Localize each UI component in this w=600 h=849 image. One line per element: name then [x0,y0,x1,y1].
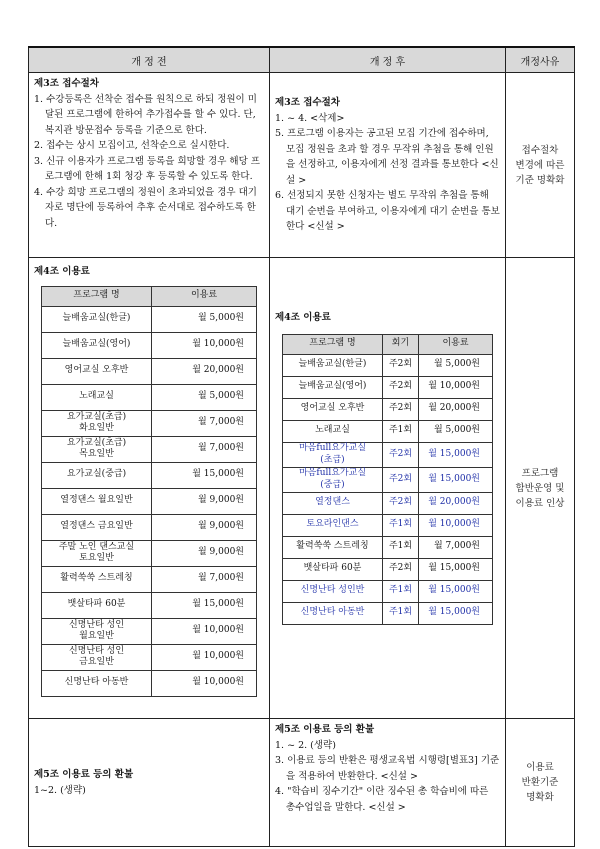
list-item: 2. 접수는 상시 모집이고, 선착순으로 실시한다. [34,140,230,151]
program-fee: 월 10,000원 [152,332,257,358]
header-reason: 개정사유 [506,47,575,73]
table-row [283,420,493,442]
row1-before-title: 제3조 접수절차 [34,78,99,89]
header-before: 개 정 전 [29,47,270,73]
row-article-4 [29,258,575,719]
program-fee: 월 10,000원 [419,376,493,398]
program-name: 뱃살타파 60분 [42,592,152,618]
list-item: 6. 선정되지 못한 신청자는 별도 무작위 추첨을 통해 대기 순번을 부여하고, 이용자에게 대기 순번을 통보한다 <신설 > [275,190,500,233]
row-article-3 [29,73,575,258]
program-fee: 월 15,000원 [152,462,257,488]
row1-before-cell [29,73,270,258]
reason-line: 기준 명확화 [515,174,565,186]
table-row [42,306,257,332]
program-fee: 월 9,000원 [152,540,257,566]
table-row [42,410,257,436]
row3-after-title: 제5조 이용료 등의 환불 [275,724,375,735]
list-item: 4. "학습비 징수기간" 이란 징수된 총 학습비에 따른 총수업일을 말한다. <신설 > [275,786,489,813]
row1-before-items [34,92,264,232]
program-name: 토요라인댄스 [283,514,383,536]
program-fee: 월 10,000원 [152,644,257,670]
table-row [42,618,257,644]
fee-after-header-name: 프로그램 명 [283,334,383,354]
program-name: 주말 노인 댄스교실 토요일반 [42,540,152,566]
program-name: 활력쑥쑥 스트레칭 [283,536,383,558]
program-fee: 월 15,000원 [419,467,493,492]
reason-line: 프로그램 [521,467,559,479]
program-name: 마음full요가교실 (초급) [283,442,383,467]
program-name: 요가교실(초급) 목요일반 [42,436,152,462]
revision-table [28,46,575,847]
row3-before-cell [29,719,270,847]
row3-before-items [34,783,264,799]
program-fee: 월 5,000원 [152,306,257,332]
program-fee: 월 10,000원 [419,514,493,536]
table-row [283,354,493,376]
row1-after-items [275,111,500,235]
program-fee: 월 20,000원 [419,398,493,420]
revision-table-wrapper [28,46,574,847]
program-fee: 월 20,000원 [419,492,493,514]
table-row [42,670,257,696]
program-name: 마음full요가교실 (중급) [283,467,383,492]
list-item: 1. 수강등록은 선착순 접수를 원칙으로 하되 정원이 미달된 프로그램에 한하여 추가접수를 할 수 있다. 단, 복지관 방문접수 등록을 기준으로 한다. [34,93,257,136]
row2-after-title: 제4조 이용료 [275,312,331,323]
program-frequency: 주1회 [383,602,419,624]
table-row [42,358,257,384]
program-frequency: 주1회 [383,580,419,602]
table-row [283,580,493,602]
row2-after-cell [270,258,506,719]
reason-line: 합반운영 및 [515,482,565,494]
program-fee: 월 9,000원 [152,488,257,514]
program-name: 요가교실(초급) 화요일반 [42,410,152,436]
list-item: 5. 프로그램 이용자는 공고된 모집 기간에 접수하며, 모집 정원을 초과 할 경우 무작위 추첨을 통해 인원을 선정하고, 이용자에게 선정 결과를 통보한다 <신설 > [275,128,499,186]
table-row [283,398,493,420]
table-row [42,332,257,358]
fee-after-header-fee: 이용료 [419,334,493,354]
row3-reason [506,719,575,847]
program-name: 요가교실(중급) [42,462,152,488]
table-row [42,436,257,462]
program-fee: 월 5,000원 [419,354,493,376]
program-frequency: 주1회 [383,514,419,536]
program-fee: 월 15,000원 [419,442,493,467]
table-row [42,384,257,410]
list-item: 1. ~ 2. (생략) [275,739,336,751]
table-row [283,514,493,536]
reason-line: 접수절차 [521,144,559,156]
table-row [42,566,257,592]
reason-line: 이용료 인상 [515,497,565,509]
row3-after-items [275,738,500,816]
table-row [283,536,493,558]
table-row [42,592,257,618]
program-name: 늘배움교실(영어) [42,332,152,358]
program-fee: 월 15,000원 [152,592,257,618]
table-row [42,644,257,670]
table-row [42,540,257,566]
program-name: 열정댄스 금요일반 [42,514,152,540]
program-frequency: 주2회 [383,398,419,420]
program-name: 노래교실 [42,384,152,410]
program-name: 신명난타 아동반 [283,602,383,624]
row1-reason [506,73,575,258]
row3-before-title: 제5조 이용료 등의 환불 [34,769,134,780]
program-name: 늘배움교실(영어) [283,376,383,398]
program-frequency: 주2회 [383,354,419,376]
row2-before-title: 제4조 이용료 [34,266,90,277]
program-fee: 월 15,000원 [419,580,493,602]
program-frequency: 주2회 [383,467,419,492]
list-item: 1~2. (생략) [34,784,86,796]
table-row [283,442,493,467]
reason-line: 이용료 [526,762,554,773]
program-frequency: 주2회 [383,558,419,580]
table-row [42,488,257,514]
program-fee: 월 7,000원 [152,566,257,592]
program-fee: 월 10,000원 [152,618,257,644]
program-fee: 월 10,000원 [152,670,257,696]
program-name: 신명난타 성인 금요일반 [42,644,152,670]
program-name: 신명난타 아동반 [42,670,152,696]
program-name: 노래교실 [283,420,383,442]
row-article-5 [29,719,575,847]
program-name: 신명난타 성인 월요일반 [42,618,152,644]
table-row [283,602,493,624]
program-fee: 월 5,000원 [152,384,257,410]
program-fee: 월 15,000원 [419,558,493,580]
program-name: 늘배움교실(한글) [42,306,152,332]
fee-table-after [282,334,493,625]
reason-line: 변경에 따른 [515,159,565,171]
program-frequency: 주2회 [383,492,419,514]
list-item: 3. 신규 이용자가 프로그램 등록을 희망할 경우 해당 프로그램에 한해 1회 청강 후 등록할 수 있도록 한다. [34,155,260,182]
list-item: 3. 이용료 등의 반환은 평생교육법 시행령[별표3] 기준을 적용하여 반환한다. <신설 > [275,755,500,782]
table-row [283,492,493,514]
program-frequency: 주1회 [383,536,419,558]
program-name: 뱃살타파 60분 [283,558,383,580]
program-name: 열정댄스 월요일반 [42,488,152,514]
program-frequency: 주2회 [383,376,419,398]
list-item: 4. 수강 희망 프로그램의 정원이 초과되었을 경우 대기자로 명단에 등록하여 추후 순서대로 접수하도록 한다. [34,186,257,229]
program-fee: 월 15,000원 [419,602,493,624]
program-name: 활력쑥쑥 스트레칭 [42,566,152,592]
program-name: 늘배움교실(한글) [283,354,383,376]
program-fee: 월 7,000원 [152,410,257,436]
program-name: 영어교실 오후반 [42,358,152,384]
fee-table-before [41,286,257,697]
row1-after-title: 제3조 접수절차 [275,97,340,109]
program-name: 신명난타 성인반 [283,580,383,602]
reason-line: 명확화 [526,792,554,803]
program-name: 열정댄스 [283,492,383,514]
table-row [283,376,493,398]
row2-before-cell [29,258,270,719]
fee-before-header-fee: 이용료 [152,286,257,306]
table-row [42,462,257,488]
fee-after-header-freq: 회기 [383,334,419,354]
program-name: 영어교실 오후반 [283,398,383,420]
row1-after-cell [270,73,506,258]
fee-before-header-name: 프로그램 명 [42,286,152,306]
program-frequency: 주2회 [383,442,419,467]
table-row [283,467,493,492]
header-after: 개 정 후 [270,47,506,73]
reason-line: 반환기준 [521,777,559,788]
program-fee: 월 7,000원 [152,436,257,462]
table-row [42,514,257,540]
row2-reason [506,258,575,719]
program-fee: 월 20,000원 [152,358,257,384]
program-fee: 월 7,000원 [419,536,493,558]
program-frequency: 주1회 [383,420,419,442]
program-fee: 월 9,000원 [152,514,257,540]
table-row [283,558,493,580]
list-item: 1. ~ 4. <삭제> [275,112,345,124]
row3-after-cell [270,719,506,847]
program-fee: 월 5,000원 [419,420,493,442]
